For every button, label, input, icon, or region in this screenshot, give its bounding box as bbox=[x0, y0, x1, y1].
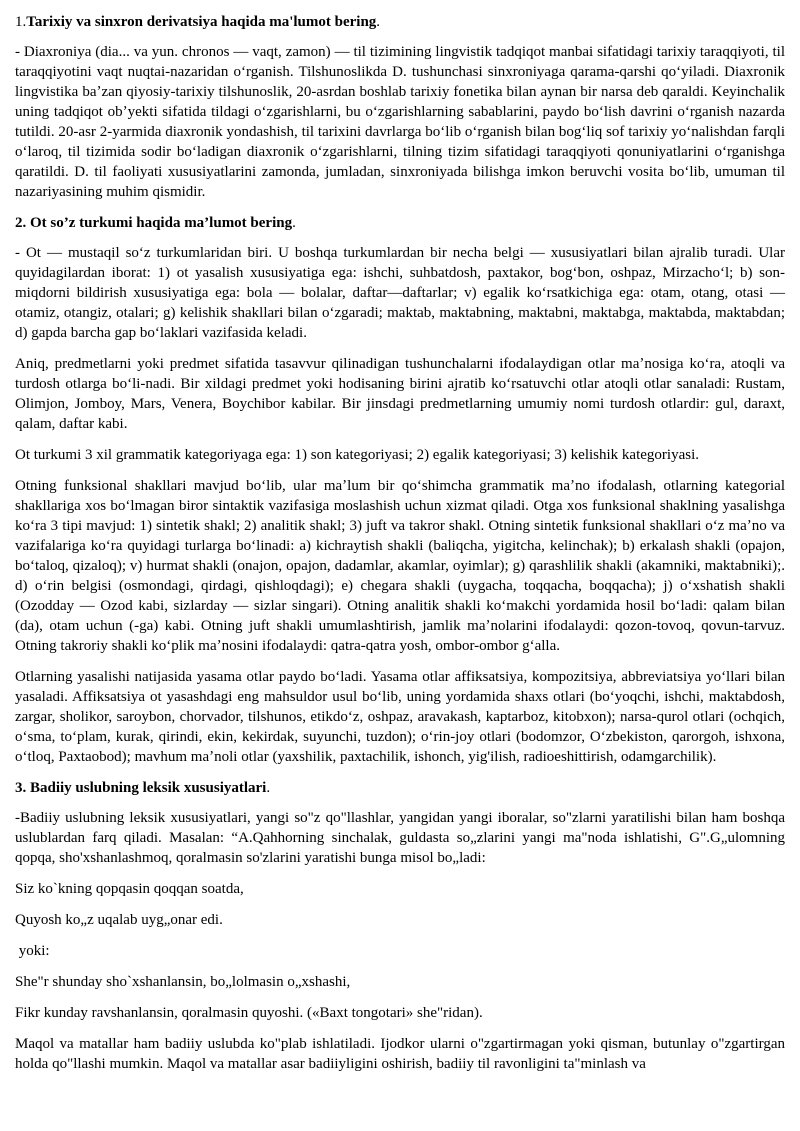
section-2-title: Ot so’z turkumi haqida ma’lumot bering bbox=[30, 215, 293, 231]
section-3-suffix: . bbox=[266, 780, 271, 796]
section-1-title: Tarixiy va sinxron derivatsiya haqida ma'lumot bering bbox=[26, 14, 377, 30]
poem-line: yoki: bbox=[15, 943, 50, 959]
section-1-heading bbox=[15, 12, 785, 32]
section-2-suffix: . bbox=[292, 215, 296, 231]
section-2-paragraph: - Ot — mustaqil soʻz turkumlaridan biri. U boshqa turkumlardan bir necha belgi — xususiyatlari bilan ajralib turadi. Ular quyidagilardan iborat: 1) ot yasalish xususiyatiga ega: ishchi, suhbatdosh, paxtakor, bogʻbon, oshpaz, Mirzachoʻl; b) son-miqdorni bildirish xususiyatiga ega: bola — bolalar, daftar—daftarlar; v) egalik koʻrsatkichiga ega: otam, otang, otasi — otamiz, otangiz, otalari; g) kelishik shakllari bilan oʻzgaradi; maktab, maktabning, maktabni, maktabga, maktabda, maktabdan; d) gapda barcha gap boʻlaklari vazifasida keladi. bbox=[15, 245, 785, 341]
section-2-number: 2. bbox=[15, 215, 27, 231]
poem-line: Fikr kunday ravshanlansin, qoralmasin quyoshi. («Baxt tongotari» she"ridan). bbox=[15, 1005, 483, 1021]
section-2-paragraph: Otlarning yasalishi natijasida yasama otlar paydo boʻladi. Yasama otlar affiksatsiya, kompozitsiya, abbreviatsiya yoʻllari bilan yasaladi. Affiksatsiya ot yasashdagi eng mahsuldor usul boʻlib, uning yordamida shaxs otlari (boʻyoqchi, ishchi, maktabdosh, zargar, sholikor, saroybon, chorvador, tilshunos, etikdoʻz, oshpaz, aravakash, kaptarboz, kitobxon); narsa-qurol otlari (ochqich, oʻsma, toʻplam, kurak, qirindi, ekin, kekirdak, suyunchi, tuzdon); oʻrin-joy otlari (bodomzor, Oʻzbekiston, qarorgoh, ishxona, oʻtloq, Paxtaobod); mavhum maʼnoli otlar (yaxshilik, paxtachilik, ishonch, yig'ilish, radioeshittirish, odamgarchilik). bbox=[15, 669, 785, 765]
section-3-closing-paragraph: Maqol va matallar ham badiiy uslubda ko"plab ishlatiladi. Ijodkor ularni o"zgartirmagan yoki qisman, butunlay o"zgartirgan holda qo"llashi mumkin. Maqol va matallar asar badiiyligini oshirish, badiiy til ravonligini ta"minlash va bbox=[15, 1036, 785, 1072]
section-1-paragraph: - Diaxroniya (dia... va yun. chronos — vaqt, zamon) — til tizimining lingvistik tadqiqot manbai sifatidagi tarixiy taraqqiyoti, til taraqqiyotini vaqt nuqtai-nazaridan oʻrganish. Tilshunoslikda D. tushunchasi sinxroniyaga qarama-qarshi qoʻyiladi. Diaxronik lingvistika baʼzan qiyosiy-tarixiy tilshunoslik, 20-asrdan boshlab tarixiy fonetika bilan aynan bir narsa deb qaraldi. Keyinchalik uning tadqiqot obʼyekti sifatida tildagi oʻzgarishlarni, bu oʻzgarishlarning sabablarini, paydo boʻlish davrini oʻrganish nazarda tutildi. 20-asr 2-yarmida diaxronik yondashish, til tarixini davrlarga boʻlib oʻrganish bilan bogʻliq sof tarixiy yoʻnalishdan farqli oʻlaroq, til tizimida sodir boʻladigan diaxronik oʻzgarishlarni, tilning tizim sifatidagi taraqqiyoti qonuniyatlarini oʻrganishga qaratildi. D. til faoliyati xususiyatlarini zamonda, jumladan, sinxroniyada bilishga imkon beruvchi vosita boʻlib, umuman til nazariyasining muhim qismidir. bbox=[15, 44, 785, 200]
section-2-paragraph: Aniq, predmetlarni yoki predmet sifatida tasavvur qilinadigan tushunchalarni ifodalaydigan otlar maʼnosiga koʻra, atoqli va turdosh otlarga boʻli-nadi. Bir xildagi predmet yoki hodisaning birini ajratib koʻrsatuvchi otlar atoqli otlar sanaladi: Rustam, Olimjon, Jomboy, Mars, Venera, Boychibor kabilar. Bir jinsdagi predmetlarning umumiy nomi turdosh otlardir: gul, daraxt, qalam, daftar kabi. bbox=[15, 356, 785, 432]
section-2-paragraph: Otning funksional shakllari mavjud boʻlib, ular maʼlum bir qoʻshimcha grammatik maʼno ifodalash, otlarning kategorial shakllariga xos boʻlmagan biror sintaktik vazifasiga moslashish uchun xizmat qiladi. Otga xos funksional shaklning yasalishga koʻra 3 tipi mavjud: 1) sintetik shakl; 2) analitik shakl; 3) juft va takror shakl. Otning sintetik funksional shakllari oʻz maʼno va vazifalariga koʻra quyidagi turlarga boʻlinadi: a) kichraytish shakli (baliqcha, yigitcha, kelinchak); b) erkalash shakli (opajon, boʻtaloq, qizaloq); v) hurmat shakli (onajon, opajon, dadamlar, akamlar, oyimlar); g) qarashlilik shakli (akamniki, maktabniki);. d) oʻrin belgisi (osmondagi, qirdagi, qishloqdagi); e) chegara shakli (uygacha, toqqacha, boqqacha); j) oʻxshatish shakli (Ozodday — Ozod kabi, sizlarday — sizlar singari). Otning analitik shakli koʻmakchi yordamida hosil boʻladi: qalam bilan (da), otam uchun (-ga) kabi. Otning juft shakli umumlashtirish, jamlik maʼnolarini ifodalaydi: qozon-tovoq, qovun-tarvuz. Otning takroriy shakli koʻplik maʼnosini ifodalaydi: qatra-qatra yosh, ombor-ombor gʻalla. bbox=[15, 478, 785, 654]
poem-line: Siz ko`kning qopqasin qoqqan soatda, bbox=[15, 881, 244, 897]
section-2-paragraph: Ot turkumi 3 xil grammatik kategoriyaga ega: 1) son kategoriyasi; 2) egalik kategoriyasi; 3) kelishik kategoriyasi. bbox=[15, 447, 699, 463]
section-3-number: 3. bbox=[15, 780, 27, 796]
poem-line: Quyosh ko„z uqalab uyg„onar edi. bbox=[15, 912, 223, 928]
section-1-suffix: . bbox=[376, 14, 381, 30]
section-1-number: 1. bbox=[15, 14, 27, 30]
section-2-heading bbox=[15, 213, 785, 233]
section-3-paragraph: -Badiiy uslubning leksik xususiyatlari, yangi so"z qo"llashlar, yangidan yangi iboralar, so"zlarni yaratilishi bilan ham boshqa uslublardan farq qiladi. Masalan: “A.Qahhorning sinchalak, guldasta so„zlarini yangi ma"noda ishlatishi, G".G„ulomning qopqa, sho'xshanlashmoq, qoralmasin so'zlarini yaratishi bunga misol bo„ladi: bbox=[15, 810, 785, 866]
section-3-heading bbox=[15, 778, 785, 798]
section-3-title: Badiiy uslubning leksik xususiyatlari bbox=[30, 780, 267, 796]
poem-line: She"r shunday sho`xshanlansin, bo„lolmasin o„xshashi, bbox=[15, 974, 351, 990]
